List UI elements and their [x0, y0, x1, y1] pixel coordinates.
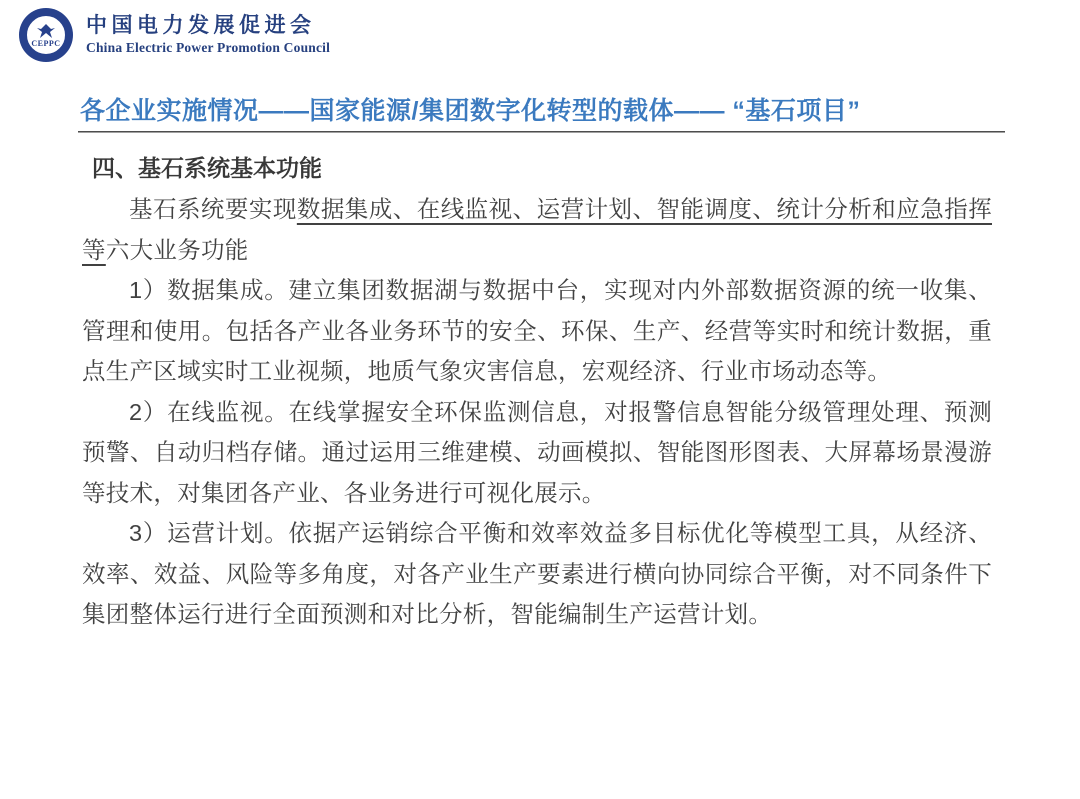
intro-underlined-text: 数据集成、在线监视、运营计划、智能调度、统计分析和应急指挥等	[82, 196, 992, 263]
intro-post: 六大业务功能	[105, 236, 249, 263]
org-names	[86, 14, 330, 56]
intro-paragraph	[82, 189, 992, 270]
slide-body	[82, 148, 992, 635]
paragraph-operation-planning: 3）运营计划。依据产运销综合平衡和效率效益多目标优化等模型工具，从经济、效率、效益、风险等多角度，对各产业生产要素进行横向协同综合平衡，对不同条件下集团整体运行进行全面预测和对比分析，智能编制生产运营计划。	[82, 520, 992, 627]
org-name-en: China Electric Power Promotion Council	[86, 40, 331, 56]
title-divider	[78, 131, 1005, 133]
ceppc-emblem-icon	[19, 8, 73, 62]
section-heading: 四、基石系统基本功能	[92, 155, 322, 181]
paragraph-data-integration: 1）数据集成。建立集团数据湖与数据中台，实现对内外部数据资源的统一收集、管理和使用。包括各产业各业务环节的安全、环保、生产、经营等实时和统计数据，重点生产区域实时工业视频，地质气象灾害信息，宏观经济、行业市场动态等。	[82, 277, 992, 384]
org-logo	[19, 8, 330, 62]
emblem-acronym: CEPPC	[31, 38, 61, 48]
paragraph-online-monitoring: 2）在线监视。在线掌握安全环保监测信息，对报警信息智能分级管理处理、预测预警、自动归档存储。通过运用三维建模、动画模拟、智能图形图表、大屏幕场景漫游等技术，对集团各产业、各业务进行可视化展示。	[82, 398, 992, 506]
org-name-zh: 中国电力发展促进会	[86, 13, 316, 37]
intro-pre: 基石系统要实现	[129, 196, 297, 222]
slide-title: 各企业实施情况——国家能源/集团数字化转型的载体—— “基石项目”	[80, 97, 861, 125]
emblem-figure-icon	[35, 23, 57, 39]
